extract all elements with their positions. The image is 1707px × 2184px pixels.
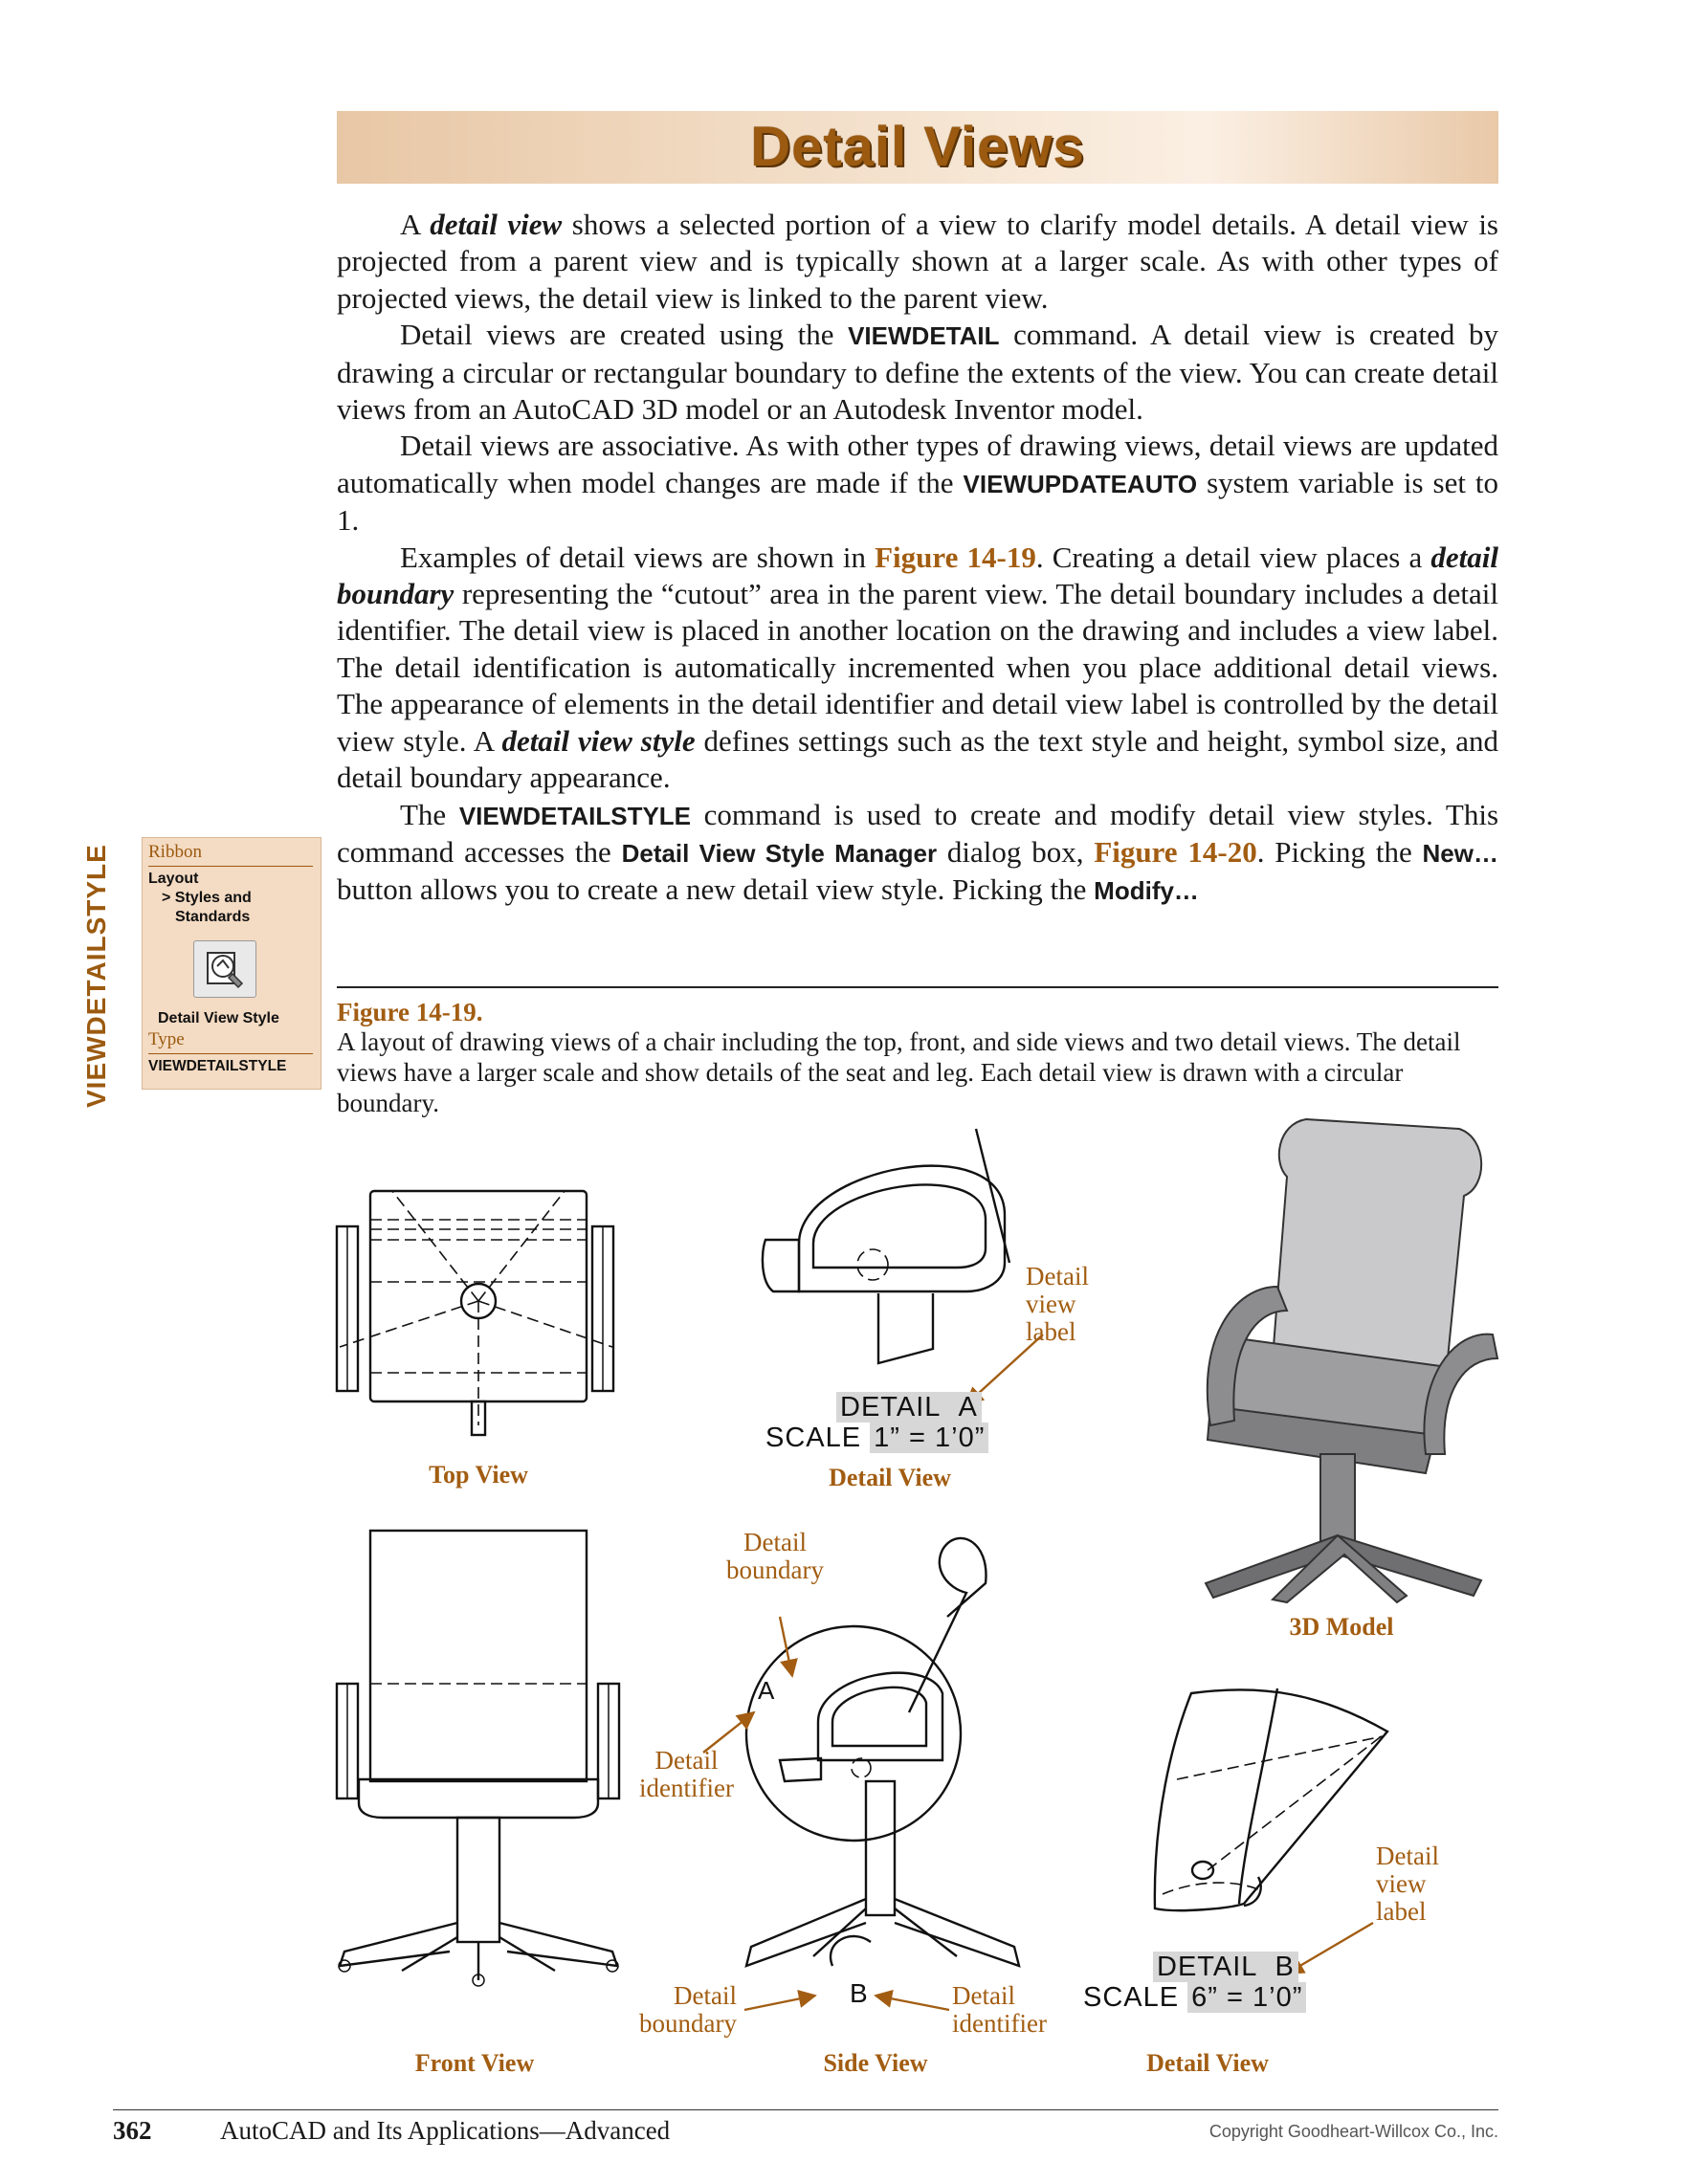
callout-detail-boundary-top: Detail boundary [726, 1528, 824, 1584]
callout-detail-boundary-bottom: Detail boundary [639, 1981, 737, 2038]
callout-detail-view-label-a: Detail view label [1026, 1262, 1089, 1346]
detail-a-label-line2: SCALE 1” = 1’0” [765, 1423, 988, 1454]
figure-ref-14-20[interactable]: Figure 14-20 [1094, 834, 1257, 869]
callout-arrow-identifier-bottom [876, 1996, 949, 2010]
callout-detail-identifier-bottom: Detail identifier [952, 1981, 1047, 2038]
term-detail-boundary: detail boundary [337, 540, 1498, 611]
type-heading: Type [148, 1029, 185, 1049]
paragraph-4: Examples of detail views are shown in Figure 14-19. Creating a detail view places a detail boundary representing the “cutout” area in the parent view. The detail boundary includes a detail identifier. The detail view is placed in another location on the drawing and includes a view label. The detail identification is automatically incremented when you place additional detail views. The appearance of elements in the detail identifier and detail view label is controlled by the detail view style. A detail view style defines settings such as the text style and height, symbol size, and detail boundary appearance. [337, 540, 1498, 795]
footer-divider [113, 2109, 1498, 2110]
paragraph-2: Detail views are created using the VIEWDETAIL command. A detail view is created by drawing a circular or rectangular boundary to define the extents of the view. You can create detail views from an AutoCAD 3D model or an Autodesk Inventor model. [337, 318, 1498, 427]
command-side-label: VIEWDETAILSTYLE [81, 844, 111, 1108]
ribbon-panel-path: > Styles and [162, 890, 252, 906]
sysvar-viewupdateauto: VIEWUPDATEAUTO [963, 469, 1198, 498]
ribbon-button-caption: Detail View Style [158, 1010, 279, 1026]
command-viewdetail: VIEWDETAIL [848, 321, 1000, 351]
ribbon-panel-name: Standards [175, 909, 251, 925]
identifier-letter-b: B [850, 1978, 869, 2008]
figure-number: Figure 14-19. [337, 998, 483, 1026]
side-view-drawing [746, 1538, 1019, 1966]
detail-b-label-line1: DETAIL B [1153, 1952, 1298, 1983]
ribbon-tab-layout: Layout [148, 871, 199, 887]
chair-3d-model-drawing [1189, 1113, 1497, 1602]
term-detail-view-style: detail view style [501, 723, 696, 758]
top-view-drawing [337, 1191, 613, 1435]
page-number: 362 [113, 2116, 152, 2145]
callout-detail-view-label-b: Detail view label [1376, 1842, 1439, 1926]
paragraph-5: The VIEWDETAILSTYLE command is used to create and modify detail view styles. This command accesses the Detail View Style Manager dialog box, Figure 14-20. Picking the New… button allows you to create a new detail view style. Picking the Modify… [337, 797, 1499, 907]
front-view-drawing [337, 1531, 619, 1986]
label-front-view: Front View [414, 2049, 535, 2077]
type-command: VIEWDETAILSTYLE [148, 1058, 287, 1074]
dialog-name: Detail View Style Manager [621, 838, 938, 868]
callout-arrow-boundary-bottom [744, 1996, 815, 2010]
label-detail-view-a: Detail View [829, 1464, 951, 1491]
figure-ref-14-19[interactable]: Figure 14-19 [875, 540, 1036, 574]
paragraph-1: A detail view shows a selected portion of a view to clarify model details. A detail view is projected from a parent view and is typically shown at a larger scale. As with other types of projected views, the detail view is linked to the parent view. [337, 208, 1498, 315]
callout-arrow-label-b [1287, 1923, 1373, 1974]
label-3d-model: 3D Model [1289, 1613, 1394, 1641]
paragraph-3: Detail views are associative. As with other types of drawing views, detail views are updated automatically when model changes are made if the VIEWUPDATEAUTO system variable is set to 1. [337, 429, 1499, 538]
label-top-view: Top View [429, 1461, 528, 1489]
command-viewdetailstyle: VIEWDETAILSTYLE [458, 801, 692, 830]
detail-b-label-line2: SCALE 6” = 1’0” [1083, 1982, 1306, 2014]
modify-button-ref: Modify… [1094, 876, 1199, 906]
label-side-view: Side View [823, 2049, 928, 2077]
page-title: Detail Views [750, 116, 1085, 178]
copyright-notice: Copyright Goodheart-Willcox Co., Inc. [1208, 2122, 1498, 2141]
callout-detail-identifier-left: Detail identifier [639, 1746, 734, 1802]
detail-view-a-drawing [763, 1129, 1009, 1363]
book-title: AutoCAD and Its Applications—Advanced [220, 2116, 671, 2145]
identifier-letter-a: A [758, 1676, 776, 1705]
term-detail-view: detail view [430, 208, 563, 241]
new-button-ref: New… [1422, 838, 1498, 868]
detail-view-b-drawing [1155, 1688, 1387, 1910]
detail-a-label-line1: DETAIL A [836, 1392, 982, 1423]
figure-caption: A layout of drawing views of a chair including the top, front, and side views and two detail views. The detail views have a larger scale and show details of the seat and leg. Each detail view is drawn with a circular boundary. [337, 1027, 1461, 1117]
ribbon-heading: Ribbon [148, 842, 202, 862]
label-detail-view-b: Detail View [1146, 2049, 1269, 2077]
